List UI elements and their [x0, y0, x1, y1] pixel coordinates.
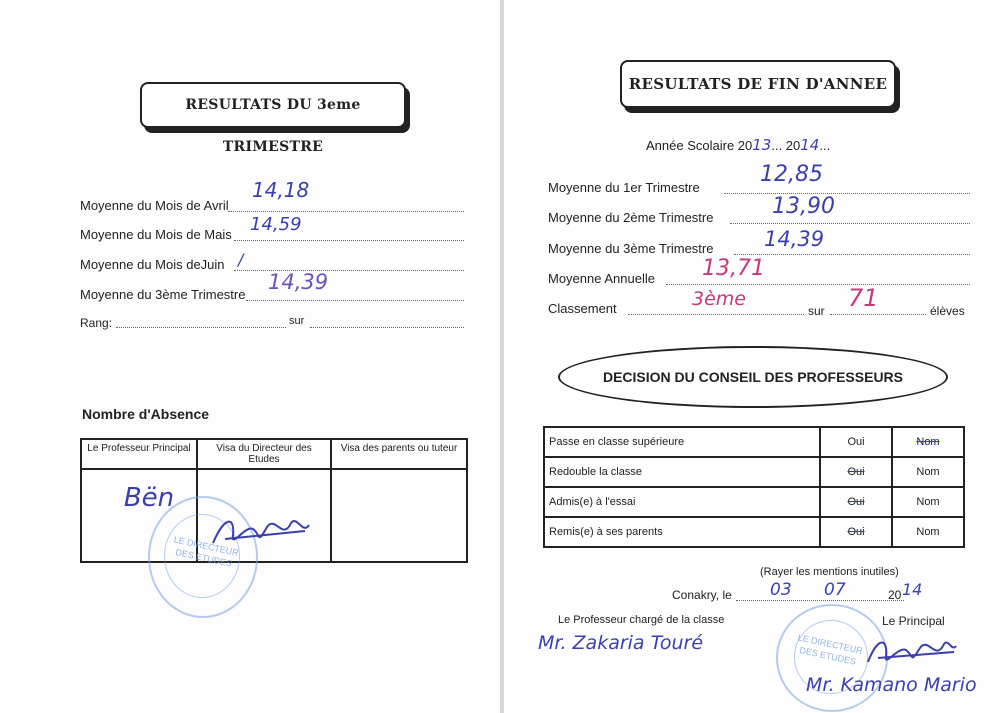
dotted-line — [628, 314, 804, 315]
dotted-line — [116, 327, 286, 328]
decision-oui-crossed: Oui — [820, 457, 892, 487]
third-term-average-label-right: Moyenne du 3ème Trimestre — [548, 241, 714, 256]
date-year: 14 — [902, 580, 923, 599]
decision-row-repeat: Redouble la classe Oui Nom — [544, 457, 964, 487]
dotted-line — [228, 211, 464, 212]
date-month: 07 — [824, 580, 846, 600]
decision-oui: Oui — [820, 427, 892, 457]
dotted-line — [724, 193, 970, 194]
header-director-visa: Visa du Directeur des Etudes — [197, 439, 331, 469]
principal-name: Mr. Kamano Mario — [806, 674, 977, 696]
year-start-value: 13 — [752, 136, 772, 154]
annual-average-value: 13,71 — [702, 256, 765, 281]
decision-non: Nom — [892, 517, 964, 547]
students-label: élèves — [930, 304, 965, 318]
decision-non: Nom — [892, 457, 964, 487]
third-term-average-label: Moyenne du 3ème Trimestre — [80, 287, 246, 302]
decision-row-trial: Admis(e) à l'essai Oui Nom — [544, 487, 964, 517]
first-term-average-label: Moyenne du 1er Trimestre — [548, 180, 700, 195]
date-day: 03 — [770, 580, 792, 600]
dotted-line — [246, 300, 464, 301]
decision-non: Nom — [892, 487, 964, 517]
april-average-label: Moyenne du Mois de Avril — [80, 198, 229, 213]
decision-oui-crossed: Oui — [820, 517, 892, 547]
stamp-text: LE DIRECTEUR DES ETUDES — [172, 534, 240, 569]
decision-table — [543, 426, 965, 548]
third-term-average-value-right: 14,39 — [764, 227, 825, 251]
parents-signature-cell — [331, 469, 467, 562]
dotted-line — [310, 327, 464, 328]
stamp-text: LE DIRECTEUR DES ETUDES — [796, 632, 864, 667]
ranking-value: 3ème — [692, 288, 746, 310]
dotted-line — [234, 240, 464, 241]
annual-average-label: Moyenne Annuelle — [548, 271, 655, 286]
decision-non-crossed: Nom — [892, 427, 964, 457]
absence-heading: Nombre d'Absence — [82, 406, 210, 422]
date-year-prefix: 20 — [888, 588, 902, 602]
decision-row-parents: Remis(e) à ses parents Oui Nom — [544, 517, 964, 547]
ranking-label: Classement — [548, 301, 617, 316]
council-decision-heading: DECISION DU CONSEIL DES PROFESSEURS — [558, 346, 948, 408]
dotted-line — [666, 284, 970, 285]
may-average-value: 14,59 — [250, 214, 302, 235]
first-term-average-value: 12,85 — [760, 162, 823, 187]
class-teacher-name: Mr. Zakaria Touré — [538, 632, 704, 654]
header-principal-teacher: Le Professeur Principal — [81, 439, 197, 469]
principal-signature — [862, 628, 958, 670]
april-average-value: 14,18 — [252, 178, 310, 202]
total-students-value: 71 — [848, 284, 879, 312]
june-average-value: / — [238, 250, 244, 269]
rank-label: Rang: — [80, 316, 113, 330]
principal-label: Le Principal — [882, 614, 945, 628]
second-term-average-value: 13,90 — [772, 194, 835, 219]
june-average-label: Moyenne du Mois deJuin — [80, 257, 225, 272]
right-page — [504, 0, 1000, 713]
strike-instructions: (Rayer les mentions inutiles) — [760, 566, 899, 578]
teacher-signature: Bën — [123, 483, 175, 513]
dotted-line — [830, 314, 926, 315]
school-year: Année Scolaire 2013... 2014... — [646, 136, 831, 154]
header-parents-visa: Visa des parents ou tuteur — [331, 439, 467, 469]
year-end-value: 14 — [800, 136, 820, 154]
ranking-sur-label: sur — [808, 304, 825, 318]
director-signature — [205, 505, 315, 555]
rank-sur-label: sur — [289, 315, 305, 327]
may-average-label: Moyenne du Mois de Mais — [80, 227, 232, 242]
dotted-line — [730, 223, 970, 224]
signed-place-date: Conakry, le — [672, 588, 732, 602]
class-teacher-label: Le Professeur chargé de la classe — [558, 614, 725, 626]
dotted-line — [734, 254, 970, 255]
third-term-title: RESULTATS DU 3eme TRIMESTRE — [140, 82, 406, 128]
dotted-line — [736, 600, 904, 601]
second-term-average-label: Moyenne du 2ème Trimestre — [548, 210, 714, 225]
decision-row-pass: Passe en classe supérieure Oui Nom — [544, 427, 964, 457]
year-end-title: RESULTATS DE FIN D'ANNEE — [620, 60, 896, 108]
decision-oui-crossed: Oui — [820, 487, 892, 517]
third-term-average-value: 14,39 — [268, 270, 329, 294]
